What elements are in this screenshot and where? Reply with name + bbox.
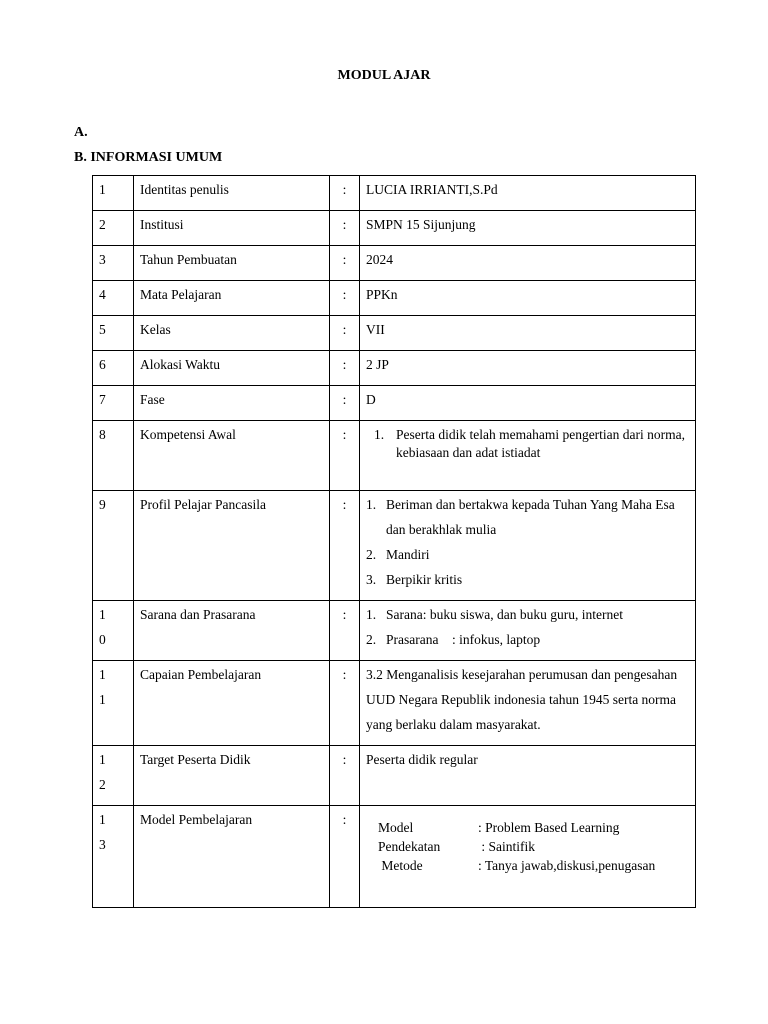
model-row [378, 818, 689, 837]
row-label: Kompetensi Awal [134, 421, 330, 491]
row-number: 2 [93, 211, 134, 246]
row-number: 9 [93, 491, 134, 601]
document-title: MODUL AJAR [337, 68, 431, 83]
section-a-heading: A. [74, 125, 88, 140]
row-value: LUCIA IRRIANTI,S.Pd [360, 176, 696, 211]
list-item [366, 567, 689, 592]
list-item-text: Sarana: buku siswa, dan buku guru, internet [386, 607, 623, 622]
row-colon: : [330, 386, 360, 421]
table-row [93, 351, 696, 386]
model-value: : Saintifik [478, 839, 535, 854]
row-number: 6 [93, 351, 134, 386]
row-number: 4 [93, 281, 134, 316]
row-label: Fase [134, 386, 330, 421]
table-row [93, 176, 696, 211]
row-number: 5 [93, 316, 134, 351]
row-label: Model Pembelajaran [134, 806, 330, 908]
row-label: Sarana dan Prasarana [134, 601, 330, 661]
list-item-number: 2. [366, 632, 377, 647]
table-row [93, 316, 696, 351]
row-value: 2024 [360, 246, 696, 281]
row-label: Target Peserta Didik [134, 746, 330, 806]
table-row [93, 386, 696, 421]
row-value: VII [360, 316, 696, 351]
list-item-text: Peserta didik telah memahami pengertian dari norma, kebiasaan dan adat istiadat [396, 427, 686, 460]
row-number: 12 [93, 746, 134, 806]
row-value [360, 806, 696, 908]
row-value [360, 601, 696, 661]
model-key: Model [378, 820, 414, 835]
model-key: Metode [378, 858, 423, 873]
row-number: 8 [93, 421, 134, 491]
list-item [374, 426, 689, 462]
list-item [366, 602, 689, 627]
row-colon: : [330, 661, 360, 746]
model-row [378, 856, 689, 875]
row-label: Identitas penulis [134, 176, 330, 211]
row-colon: : [330, 601, 360, 661]
row-value: D [360, 386, 696, 421]
list-item-text: Mandiri [386, 547, 430, 562]
row-number: 10 [93, 601, 134, 661]
row-colon: : [330, 806, 360, 908]
table-row [93, 281, 696, 316]
list-item-number: 1. [374, 427, 385, 442]
list-item [366, 492, 689, 542]
model-row [378, 837, 689, 856]
row-value: 3.2 Menganalisis kesejarahan perumusan dan pengesahan UUD Negara Republik indonesia tahun 1945 serta norma yang berlaku dalam masyarakat. [360, 661, 696, 746]
row-colon: : [330, 421, 360, 491]
row-number: 13 [93, 806, 134, 908]
row-colon: : [330, 176, 360, 211]
row-colon: : [330, 281, 360, 316]
row-colon: : [330, 351, 360, 386]
row-label: Profil Pelajar Pancasila [134, 491, 330, 601]
row-label: Alokasi Waktu [134, 351, 330, 386]
list-item [366, 542, 689, 567]
list-item-text: Prasarana : infokus, laptop [386, 632, 541, 647]
model-key: Pendekatan [378, 839, 441, 854]
model-details [378, 818, 689, 875]
row-colon: : [330, 211, 360, 246]
model-value: : Tanya jawab,diskusi,penugasan [478, 858, 656, 873]
row-value: 2 JP [360, 351, 696, 386]
row-value: SMPN 15 Sijunjung [360, 211, 696, 246]
row-number: 3 [93, 246, 134, 281]
list-item-text: Berpikir kritis [386, 572, 463, 587]
list-item [366, 627, 689, 652]
row-colon: : [330, 746, 360, 806]
row-label: Mata Pelajaran [134, 281, 330, 316]
section-b-heading: B. INFORMASI UMUM [74, 150, 223, 165]
row-value: Peserta didik regular [360, 746, 696, 806]
table-row [93, 661, 696, 746]
table-row [93, 806, 696, 908]
list-item-text: Beriman dan bertakwa kepada Tuhan Yang Maha Esa dan berakhlak mulia [386, 497, 675, 537]
table-row [93, 211, 696, 246]
list-item-number: 1. [366, 607, 377, 622]
list-item-number: 1. [366, 497, 377, 512]
row-number: 1 [93, 176, 134, 211]
table-row [93, 421, 696, 491]
table-row [93, 746, 696, 806]
list-item-number: 2. [366, 547, 377, 562]
row-colon: : [330, 246, 360, 281]
list-item-number: 3. [366, 572, 377, 587]
row-label: Kelas [134, 316, 330, 351]
row-colon: : [330, 491, 360, 601]
row-colon: : [330, 316, 360, 351]
row-label: Institusi [134, 211, 330, 246]
table-row [93, 491, 696, 601]
table-row [93, 246, 696, 281]
model-value: : Problem Based Learning [478, 820, 620, 835]
table-row [93, 601, 696, 661]
row-value: PPKn [360, 281, 696, 316]
row-value [360, 421, 696, 491]
row-number: 11 [93, 661, 134, 746]
row-label: Capaian Pembelajaran [134, 661, 330, 746]
general-info-table [92, 175, 696, 908]
row-label: Tahun Pembuatan [134, 246, 330, 281]
row-number: 7 [93, 386, 134, 421]
row-value [360, 491, 696, 601]
